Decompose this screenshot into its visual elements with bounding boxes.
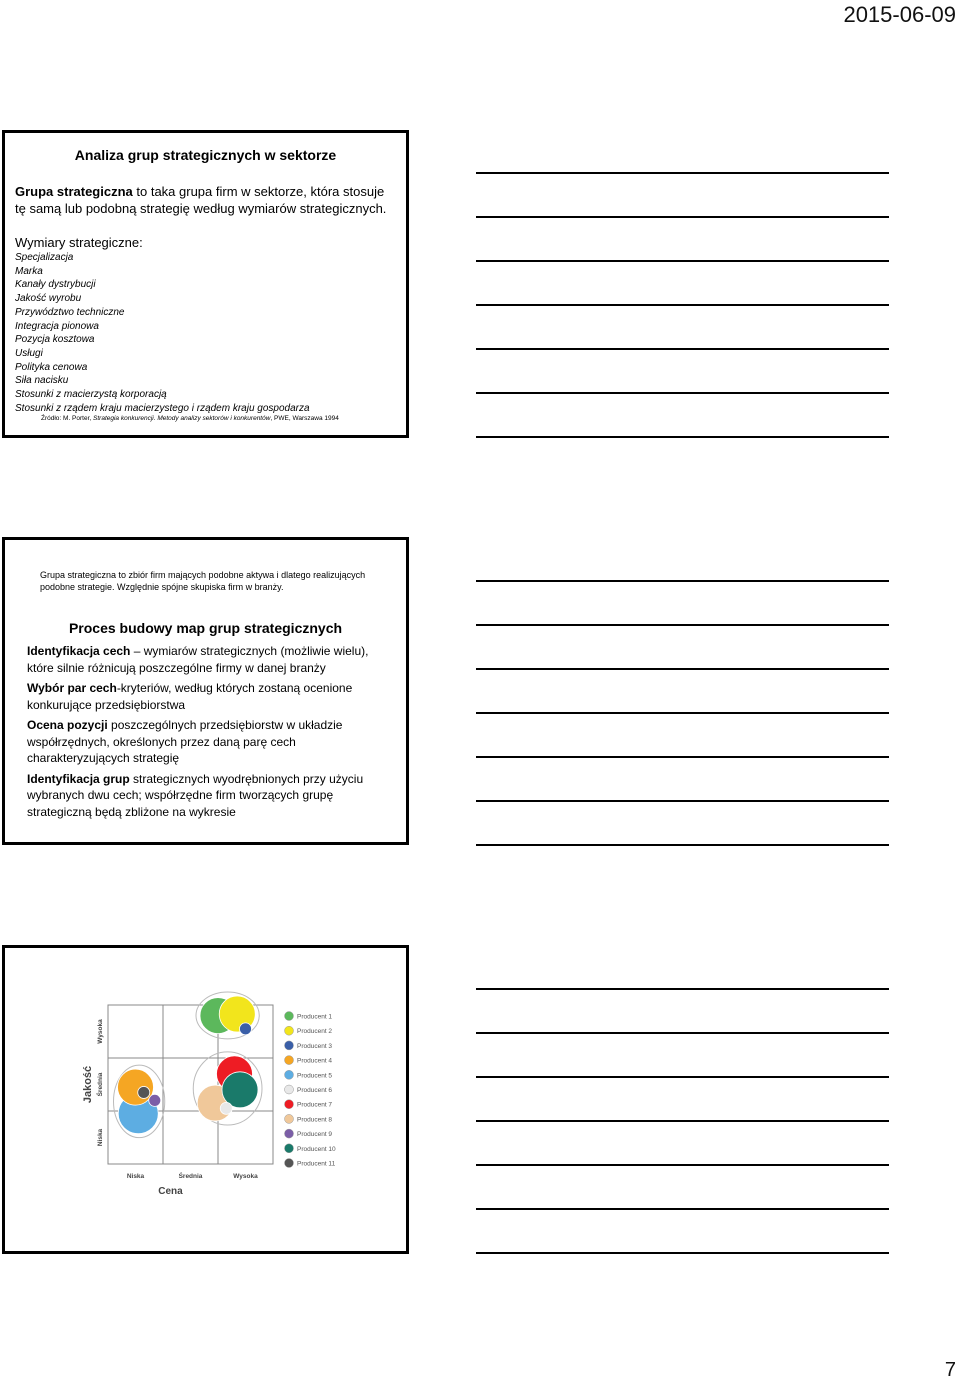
note-line: [476, 624, 889, 626]
bubble-producent-11: [138, 1086, 150, 1098]
list-item: Polityka cenowa: [15, 361, 88, 373]
process-step: [27, 717, 397, 767]
source-suffix: , PWE, Warszawa 1994: [270, 415, 339, 422]
note-line: [476, 216, 889, 218]
page-number: 7: [944, 1359, 956, 1381]
step-term: Ocena pozycji: [27, 718, 108, 732]
x-axis-label: Cena: [158, 1186, 183, 1197]
dimensions-heading: Wymiary strategiczne:: [15, 235, 143, 250]
legend-swatch: [285, 1085, 294, 1094]
process-steps: [27, 643, 397, 824]
legend-swatch: [285, 1070, 294, 1079]
y-axis-label: Jakość: [82, 1065, 94, 1104]
note-line: [476, 756, 889, 758]
legend-label: Producent 9: [297, 1131, 333, 1139]
legend-label: Producent 3: [297, 1042, 333, 1050]
bubble-producent-6: [220, 1102, 232, 1114]
note-line: [476, 1076, 889, 1078]
x-tick-label: Niska: [126, 1173, 145, 1180]
process-step: [27, 643, 397, 676]
chart-legend: [285, 1012, 337, 1168]
list-item: Siła nacisku: [15, 375, 69, 387]
definition-term: Grupa strategiczna: [15, 184, 133, 199]
note-line: [476, 392, 889, 394]
note-line: [476, 668, 889, 670]
y-tick-label: Wysoka: [97, 1019, 104, 1044]
note-line: [476, 260, 889, 262]
list-item: Przywództwo techniczne: [15, 306, 125, 318]
note-line: [476, 580, 889, 582]
process-step: [27, 771, 397, 821]
bubble-producent-9: [149, 1094, 161, 1106]
list-item: Specjalizacja: [15, 252, 74, 263]
list-item: Usługi: [15, 347, 43, 359]
process-step: [27, 680, 397, 713]
step-text: – wymiarów strategicznych (możliwie wielu), które silnie różnicują poszczególne firmy w danej branży: [27, 644, 369, 675]
page-date: 2015-06-09: [843, 2, 956, 27]
note-line: [476, 1252, 889, 1254]
x-tick-label: Wysoka: [233, 1173, 258, 1180]
list-item: Stosunki z rządem kraju macierzystego i rządem kraju gospodarza: [15, 402, 310, 414]
intro-text: Grupa strategiczna to zbiór firm mających podobne aktywa i dlatego realizujących podobne strategie. Względnie spójne skupiska firm w branży.: [40, 570, 366, 592]
legend-label: Producent 7: [297, 1101, 333, 1109]
step-text: poszczególnych przedsiębiorstw w układzie współrzędnych, określonych przez daną parę cech charakteryzujących strategię: [27, 718, 343, 765]
x-tick-label: Średnia: [178, 1173, 203, 1180]
legend-swatch: [285, 1144, 294, 1153]
note-line: [476, 712, 889, 714]
legend-swatch: [285, 1114, 294, 1123]
slide-title: Analiza grup strategicznych w sektorze: [74, 147, 337, 163]
list-item: Jakość wyrobu: [15, 293, 82, 305]
slide-strategic-group-map: [2, 945, 409, 1254]
step-term: Identyfikacja cech: [27, 644, 131, 658]
note-line: [476, 304, 889, 306]
list-item: Integracja pionowa: [15, 320, 99, 332]
note-line: [476, 1120, 889, 1122]
note-line: [476, 1032, 889, 1034]
note-line: [476, 844, 889, 846]
note-line: [476, 172, 889, 174]
note-line: [476, 436, 889, 438]
source-prefix: Źródło: M. Porter,: [41, 415, 94, 422]
legend-swatch: [285, 1026, 294, 1035]
legend-swatch: [285, 1012, 294, 1021]
legend-label: Producent 2: [297, 1028, 333, 1036]
legend-swatch: [285, 1041, 294, 1050]
legend-label: Producent 5: [297, 1072, 333, 1080]
y-tick-label: Niska: [97, 1128, 104, 1147]
step-text: strategicznych wyodrębnionych przy użyciu wybranych dwu cech; współrzędne firm tworzących grupę strategiczną będą zbliżone na wykresie: [27, 771, 364, 819]
slide-strategic-map-process: [2, 537, 409, 845]
legend-label: Producent 11: [297, 1160, 336, 1168]
definition-text: [15, 183, 395, 217]
step-term: Identyfikacja grup: [27, 771, 130, 786]
legend-label: Producent 1: [297, 1013, 333, 1021]
legend-label: Producent 4: [297, 1057, 333, 1065]
slide-title: Proces budowy map grup strategicznych: [68, 620, 343, 636]
step-text: -kryteriów, według których zostaną ocenione konkurujące przedsiębiorstwa: [27, 681, 353, 712]
list-item: Marka: [15, 265, 43, 277]
legend-swatch: [285, 1056, 294, 1065]
legend-swatch: [285, 1100, 294, 1109]
legend-label: Producent 8: [297, 1116, 333, 1124]
bubble-producent-4: [118, 1069, 154, 1105]
note-line: [476, 800, 889, 802]
source-book-title: Strategia konkurencji. Metody analizy sektorów i konkurentów: [93, 415, 271, 422]
strategic-map-chart: [5, 948, 406, 1251]
list-item: Kanały dystrybucji: [15, 279, 96, 291]
legend-swatch: [285, 1159, 294, 1168]
note-line: [476, 1164, 889, 1166]
bubble-producent-3: [240, 1023, 252, 1035]
legend-label: Producent 6: [297, 1087, 333, 1094]
legend-label: Producent 10: [297, 1145, 336, 1153]
step-term: Wybór par cech: [27, 681, 117, 695]
note-line: [476, 988, 889, 990]
slide-strategic-groups-analysis: [2, 130, 409, 438]
list-item: Pozycja kosztowa: [15, 334, 95, 346]
definition-body: to taka grupa firm w sektorze, która stosuje tę samą lub podobną strategię według wymiarów strategicznych.: [15, 184, 387, 216]
legend-swatch: [285, 1129, 294, 1138]
source-citation: [41, 415, 339, 422]
list-item: Stosunki z macierzystą korporacją: [15, 389, 167, 401]
dimensions-list: [15, 251, 310, 415]
note-line: [476, 1208, 889, 1210]
y-tick-label: Średnia: [97, 1072, 104, 1097]
note-line: [476, 348, 889, 350]
